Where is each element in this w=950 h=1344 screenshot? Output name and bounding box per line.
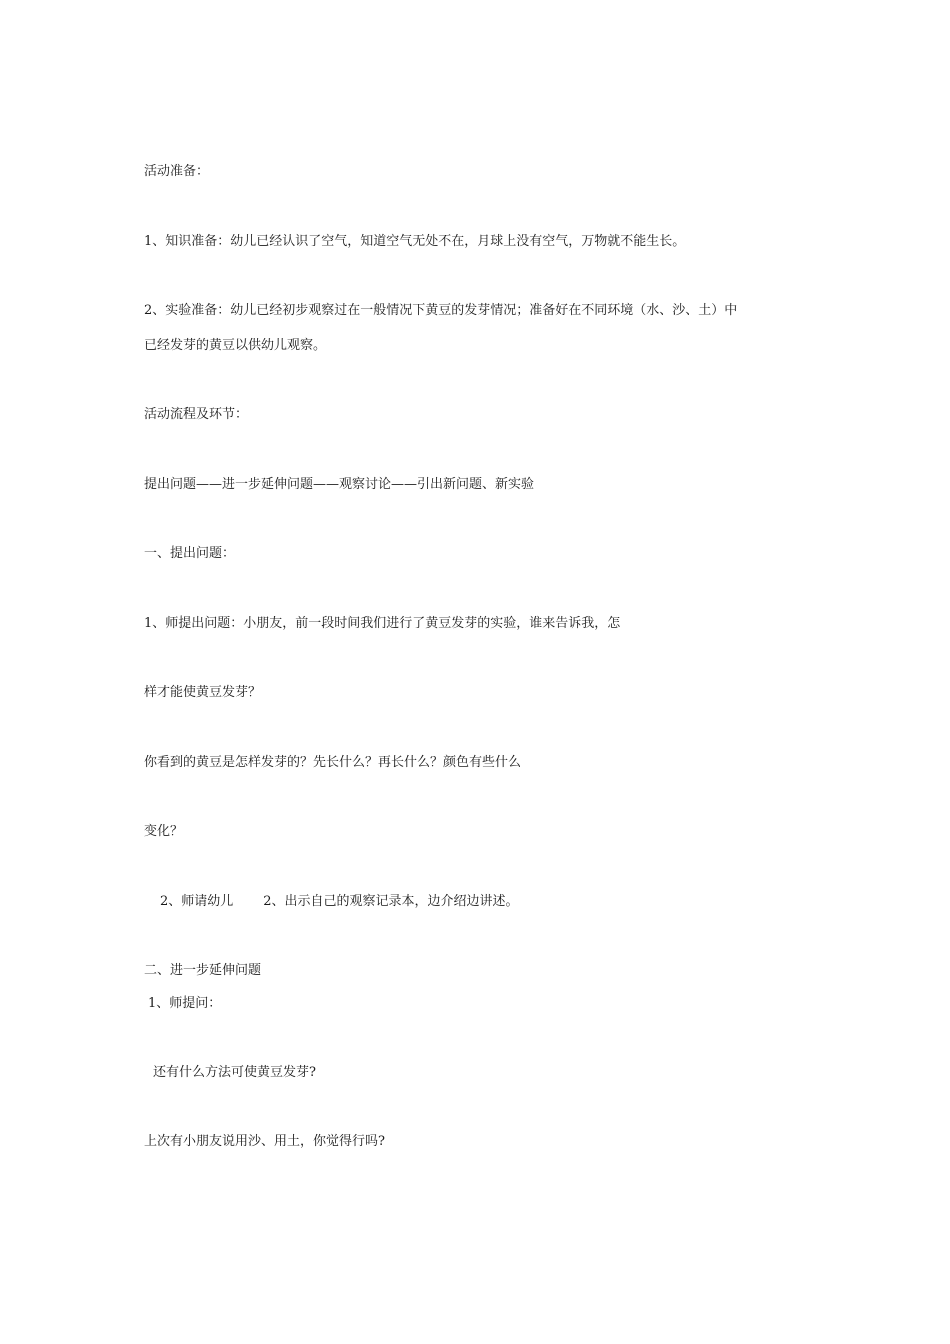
section-1-item-2-part-b: 2、出示自己的观察记录本，边介绍边讲述。 — [263, 894, 519, 909]
section-1-item-1-line-2: 样才能使黄豆发芽？ — [144, 685, 262, 700]
section-1-item-2-part-a: 2、师请幼儿 — [160, 894, 234, 909]
section-2-heading: 二、进一步延伸问题 — [144, 963, 262, 978]
flow-heading: 活动流程及环节： — [144, 407, 249, 422]
section-1-heading: 一、提出问题： — [144, 546, 236, 561]
section-1-item-1-line-1: 1、师提出问题：小朋友，前一段时间我们进行了黄豆发芽的实验，谁来告诉我，怎 — [144, 616, 621, 631]
prep-item-2-line-1: 2、实验准备：幼儿已经初步观察过在一般情况下黄豆的发芽情况；准备好在不同环境（水、沙、土）中 — [144, 303, 738, 318]
section-1-question-line-1: 你看到的黄豆是怎样发芽的？先长什么？再长什么？颜色有些什么 — [144, 755, 522, 770]
prep-item-1: 1、知识准备：幼儿已经认识了空气，知道空气无处不在，月球上没有空气，万物就不能生长。 — [144, 234, 686, 249]
prep-heading: 活动准备： — [144, 164, 210, 179]
section-2-question-2: 上次有小朋友说用沙、用土，你觉得行吗? — [144, 1134, 385, 1149]
section-1-question-line-2: 变化？ — [144, 824, 184, 839]
section-2-item-1: 1、师提问： — [148, 996, 222, 1011]
flow-summary: 提出问题——进一步延伸问题——观察讨论——引出新问题、新实验 — [144, 477, 535, 492]
prep-item-2-line-2: 已经发芽的黄豆以供幼儿观察。 — [144, 338, 327, 353]
section-1-item-2 — [160, 893, 519, 911]
section-2-question-1: 还有什么方法可使黄豆发芽? — [153, 1065, 316, 1080]
